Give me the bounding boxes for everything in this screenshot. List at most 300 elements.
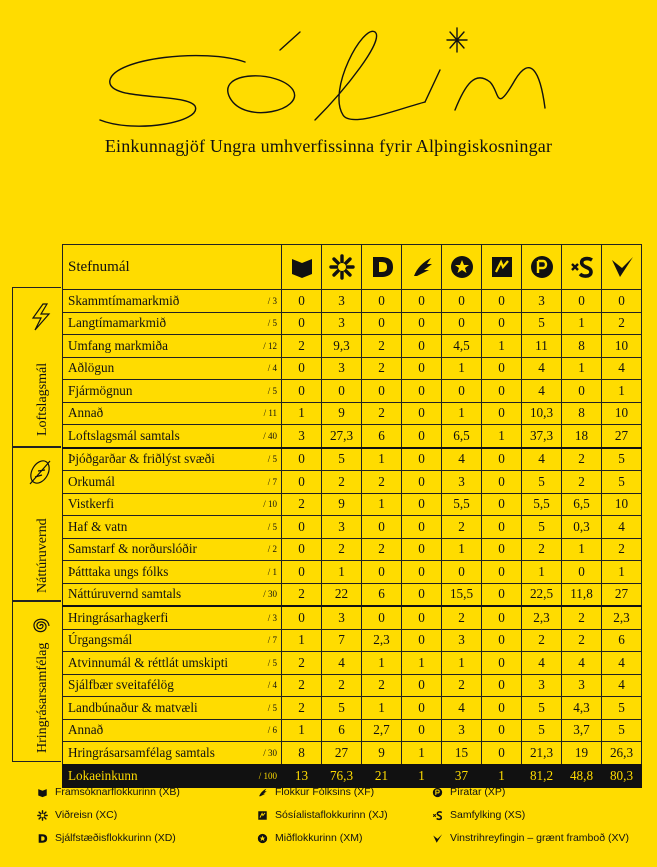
score-cell: 2 bbox=[282, 335, 322, 358]
topic-label: Samstarf & norðurslóðir bbox=[63, 538, 244, 561]
topic-label: Sjálfbær sveitafélög bbox=[63, 674, 244, 697]
party-column-header bbox=[362, 245, 402, 290]
max-score: / 5 bbox=[244, 448, 282, 471]
score-cell: 0 bbox=[282, 357, 322, 380]
score-cell: 3 bbox=[442, 629, 482, 652]
score-cell: 1 bbox=[522, 561, 562, 584]
legend-item bbox=[36, 809, 117, 821]
score-cell: 0 bbox=[442, 290, 482, 313]
category-label: Loftslagsmál bbox=[35, 362, 50, 436]
party-column-header bbox=[402, 245, 442, 290]
max-score: / 7 bbox=[244, 629, 282, 652]
section-total-row bbox=[63, 742, 642, 765]
score-cell: 0 bbox=[562, 561, 602, 584]
score-cell: 2 bbox=[562, 606, 602, 629]
framsokn-icon bbox=[289, 254, 315, 280]
score-cell: 0 bbox=[482, 493, 522, 516]
score-cell: 37 bbox=[442, 765, 482, 788]
vinstri-graen-icon bbox=[609, 254, 635, 280]
max-score: / 5 bbox=[244, 697, 282, 720]
score-cell: 6 bbox=[362, 583, 402, 606]
score-cell: 0 bbox=[402, 402, 442, 425]
vinstri-graen-icon bbox=[432, 833, 443, 844]
score-cell: 2 bbox=[282, 493, 322, 516]
score-cell: 5 bbox=[522, 516, 562, 539]
score-cell: 0 bbox=[602, 290, 642, 313]
score-cell: 22,5 bbox=[522, 583, 562, 606]
score-cell: 18 bbox=[562, 425, 602, 448]
score-cell: 2 bbox=[362, 335, 402, 358]
score-cell: 0 bbox=[402, 538, 442, 561]
score-cell: 3 bbox=[522, 674, 562, 697]
score-cell: 13 bbox=[282, 765, 322, 788]
score-cell: 0 bbox=[402, 448, 442, 471]
score-cell: 0 bbox=[282, 516, 322, 539]
score-cell: 0 bbox=[282, 448, 322, 471]
score-cell: 5 bbox=[602, 448, 642, 471]
category-label: Náttúruvernd bbox=[35, 518, 50, 593]
score-cell: 22 bbox=[322, 583, 362, 606]
score-cell: 0 bbox=[402, 357, 442, 380]
score-cell: 5 bbox=[322, 448, 362, 471]
score-cell: 5,5 bbox=[522, 493, 562, 516]
topic-label: Landbúnaður & matvæli bbox=[63, 697, 244, 720]
max-score: / 10 bbox=[244, 493, 282, 516]
category-hringrasarsamfelag bbox=[12, 600, 61, 762]
table-row bbox=[63, 538, 642, 561]
score-cell: 6 bbox=[362, 425, 402, 448]
party-column-header bbox=[322, 245, 362, 290]
score-cell: 0 bbox=[402, 629, 442, 652]
score-cell: 2 bbox=[362, 357, 402, 380]
score-cell: 2 bbox=[282, 583, 322, 606]
sosialista-icon bbox=[489, 254, 515, 280]
samfylking-icon bbox=[432, 810, 443, 821]
score-cell: 0 bbox=[322, 380, 362, 403]
score-cell: 2 bbox=[282, 697, 322, 720]
score-cell: 2,3 bbox=[522, 606, 562, 629]
score-cell: 48,8 bbox=[562, 765, 602, 788]
score-cell: 1 bbox=[562, 312, 602, 335]
score-cell: 0 bbox=[482, 380, 522, 403]
score-cell: 1 bbox=[402, 765, 442, 788]
score-cell: 1 bbox=[562, 538, 602, 561]
score-cell: 0 bbox=[482, 290, 522, 313]
score-cell: 3 bbox=[442, 471, 482, 494]
score-cell: 10 bbox=[602, 402, 642, 425]
score-cell: 81,2 bbox=[522, 765, 562, 788]
score-cell: 0 bbox=[282, 290, 322, 313]
score-cell: 0 bbox=[402, 290, 442, 313]
table-row bbox=[63, 312, 642, 335]
column-header-stefnumal: Stefnumál bbox=[63, 245, 282, 290]
score-cell: 0,3 bbox=[562, 516, 602, 539]
score-cell: 27 bbox=[322, 742, 362, 765]
legend-item bbox=[36, 786, 180, 798]
score-cell: 0 bbox=[482, 697, 522, 720]
score-cell: 3 bbox=[282, 425, 322, 448]
score-cell: 3,7 bbox=[562, 719, 602, 742]
score-cell: 37,3 bbox=[522, 425, 562, 448]
score-cell: 0 bbox=[402, 697, 442, 720]
max-score: / 3 bbox=[244, 606, 282, 629]
score-cell: 5 bbox=[522, 697, 562, 720]
party-column-header bbox=[562, 245, 602, 290]
score-cell: 2 bbox=[442, 606, 482, 629]
score-cell: 2 bbox=[282, 652, 322, 675]
max-score: / 4 bbox=[244, 674, 282, 697]
score-cell: 4 bbox=[442, 697, 482, 720]
score-cell: 0 bbox=[402, 674, 442, 697]
score-cell: 4 bbox=[322, 652, 362, 675]
score-cell: 9 bbox=[322, 493, 362, 516]
score-cell: 15 bbox=[442, 742, 482, 765]
score-cell: 0 bbox=[402, 380, 442, 403]
legend-label: Sjálfstæðisflokkurinn (XD) bbox=[55, 832, 176, 844]
score-cell: 4 bbox=[522, 448, 562, 471]
score-cell: 80,3 bbox=[602, 765, 642, 788]
score-cell: 0 bbox=[482, 606, 522, 629]
score-cell: 21,3 bbox=[522, 742, 562, 765]
score-cell: 27,3 bbox=[322, 425, 362, 448]
legend-item bbox=[431, 809, 525, 821]
sosialista-icon bbox=[257, 810, 268, 821]
score-cell: 4,3 bbox=[562, 697, 602, 720]
leaf-icon bbox=[25, 457, 55, 487]
score-cell: 0 bbox=[402, 312, 442, 335]
score-cell: 0 bbox=[362, 290, 402, 313]
table-row bbox=[63, 561, 642, 584]
score-cell: 5 bbox=[322, 697, 362, 720]
table-row bbox=[63, 719, 642, 742]
topic-label: Úrgangsmál bbox=[63, 629, 244, 652]
score-cell: 0 bbox=[282, 538, 322, 561]
topic-label: Langtímamarkmið bbox=[63, 312, 244, 335]
score-cell: 15,5 bbox=[442, 583, 482, 606]
score-cell: 0 bbox=[482, 516, 522, 539]
legend-item bbox=[431, 832, 629, 844]
table-row bbox=[63, 606, 642, 629]
topic-label: Hringrásarsamfélag samtals bbox=[63, 742, 244, 765]
score-cell: 4 bbox=[602, 357, 642, 380]
score-cell: 0 bbox=[362, 606, 402, 629]
topic-label: Aðlögun bbox=[63, 357, 244, 380]
score-cell: 2,3 bbox=[602, 606, 642, 629]
score-cell: 6 bbox=[602, 629, 642, 652]
legend-item bbox=[256, 786, 374, 798]
table-row bbox=[63, 516, 642, 539]
score-cell: 11 bbox=[522, 335, 562, 358]
solin-logo bbox=[95, 10, 565, 138]
score-cell: 1 bbox=[442, 538, 482, 561]
score-cell: 2 bbox=[562, 448, 602, 471]
score-cell: 4 bbox=[562, 652, 602, 675]
score-cell: 0 bbox=[282, 312, 322, 335]
legend-item bbox=[431, 786, 505, 798]
vidreisn-icon bbox=[37, 810, 48, 821]
score-cell: 0 bbox=[562, 380, 602, 403]
score-cell: 2 bbox=[602, 312, 642, 335]
score-cell: 0 bbox=[482, 742, 522, 765]
score-cell: 9 bbox=[362, 742, 402, 765]
score-cell: 4 bbox=[442, 448, 482, 471]
piratar-icon bbox=[529, 254, 555, 280]
lightning-icon bbox=[25, 302, 55, 332]
score-cell: 0 bbox=[482, 357, 522, 380]
score-cell: 6 bbox=[322, 719, 362, 742]
score-cell: 3 bbox=[442, 719, 482, 742]
score-cell: 0 bbox=[362, 516, 402, 539]
legend-label: Samfylking (XS) bbox=[450, 809, 526, 821]
score-cell: 5 bbox=[602, 697, 642, 720]
score-cell: 0 bbox=[482, 402, 522, 425]
max-score: / 5 bbox=[244, 380, 282, 403]
score-cell: 0 bbox=[402, 493, 442, 516]
sjalfstaedis-icon bbox=[37, 833, 48, 844]
legend-label: Sósíalistaflokkurinn (XJ) bbox=[275, 809, 388, 821]
score-cell: 5 bbox=[522, 312, 562, 335]
legend-label: Miðflokkurinn (XM) bbox=[275, 832, 363, 844]
topic-label: Orkumál bbox=[63, 471, 244, 494]
framsokn-icon bbox=[37, 787, 48, 798]
topic-label: Þjóðgarðar & friðlýst svæði bbox=[63, 448, 244, 471]
score-cell: 76,3 bbox=[322, 765, 362, 788]
score-cell: 11,8 bbox=[562, 583, 602, 606]
score-cell: 1 bbox=[402, 652, 442, 675]
table-row bbox=[63, 380, 642, 403]
score-cell: 8 bbox=[282, 742, 322, 765]
score-cell: 4 bbox=[522, 357, 562, 380]
party-column-header bbox=[442, 245, 482, 290]
score-cell: 10 bbox=[602, 493, 642, 516]
score-cell: 0 bbox=[482, 471, 522, 494]
max-score: / 2 bbox=[244, 538, 282, 561]
score-cell: 1 bbox=[362, 493, 402, 516]
score-cell: 0 bbox=[362, 312, 402, 335]
score-cell: 2 bbox=[322, 471, 362, 494]
score-cell: 0 bbox=[402, 425, 442, 448]
score-cell: 2 bbox=[362, 402, 402, 425]
score-cell: 0 bbox=[402, 606, 442, 629]
score-cell: 2 bbox=[282, 674, 322, 697]
score-cell: 2 bbox=[442, 516, 482, 539]
score-cell: 10 bbox=[602, 335, 642, 358]
score-cell: 27 bbox=[602, 583, 642, 606]
score-cell: 0 bbox=[362, 380, 402, 403]
score-cell: 26,3 bbox=[602, 742, 642, 765]
topic-label: Skammtímamarkmið bbox=[63, 290, 244, 313]
vidreisn-icon bbox=[329, 254, 355, 280]
score-cell: 19 bbox=[562, 742, 602, 765]
score-cell: 5 bbox=[602, 719, 642, 742]
table-row bbox=[63, 448, 642, 471]
topic-label: Fjármögnun bbox=[63, 380, 244, 403]
topic-label: Vistkerfi bbox=[63, 493, 244, 516]
score-cell: 0 bbox=[282, 471, 322, 494]
score-cell: 4 bbox=[602, 516, 642, 539]
score-cell: 1 bbox=[362, 697, 402, 720]
score-cell: 5 bbox=[522, 719, 562, 742]
score-cell: 0 bbox=[482, 674, 522, 697]
score-cell: 6,5 bbox=[442, 425, 482, 448]
max-score: / 40 bbox=[244, 425, 282, 448]
topic-label: Loftslagsmál samtals bbox=[63, 425, 244, 448]
score-cell: 2 bbox=[522, 629, 562, 652]
score-cell: 0 bbox=[282, 606, 322, 629]
score-cell: 4 bbox=[602, 674, 642, 697]
score-cell: 0 bbox=[442, 312, 482, 335]
score-cell: 0 bbox=[482, 312, 522, 335]
max-score: / 4 bbox=[244, 357, 282, 380]
max-score: / 7 bbox=[244, 471, 282, 494]
topic-label: Þátttaka ungs fólks bbox=[63, 561, 244, 584]
table-row bbox=[63, 357, 642, 380]
score-cell: 0 bbox=[402, 583, 442, 606]
score-cell: 10,3 bbox=[522, 402, 562, 425]
category-loftslagsmal bbox=[12, 287, 61, 448]
score-cell: 2 bbox=[362, 471, 402, 494]
score-cell: 1 bbox=[442, 652, 482, 675]
score-cell: 2 bbox=[562, 471, 602, 494]
score-cell: 1 bbox=[442, 402, 482, 425]
category-label: Hringrásarsamfélag bbox=[35, 642, 50, 753]
midflokkurinn-icon bbox=[257, 833, 268, 844]
score-cell: 2,7 bbox=[362, 719, 402, 742]
score-cell: 1 bbox=[442, 357, 482, 380]
max-score: / 100 bbox=[244, 765, 282, 788]
section-total-row bbox=[63, 583, 642, 606]
topic-label: Lokaeinkunn bbox=[63, 765, 244, 788]
score-cell: 1 bbox=[282, 629, 322, 652]
score-cell: 1 bbox=[282, 402, 322, 425]
table-row bbox=[63, 290, 642, 313]
score-cell: 3 bbox=[322, 516, 362, 539]
legend-label: Píratar (XP) bbox=[450, 786, 506, 798]
max-score: / 5 bbox=[244, 312, 282, 335]
score-cell: 1 bbox=[322, 561, 362, 584]
score-cell: 0 bbox=[362, 561, 402, 584]
score-cell: 9 bbox=[322, 402, 362, 425]
score-cell: 0 bbox=[402, 561, 442, 584]
score-cell: 1 bbox=[602, 380, 642, 403]
sjalfstaedis-icon bbox=[369, 254, 395, 280]
flokkur-folksins-icon bbox=[409, 254, 435, 280]
score-cell: 5 bbox=[522, 471, 562, 494]
samfylking-icon bbox=[569, 254, 595, 280]
score-cell: 3 bbox=[322, 290, 362, 313]
max-score: / 11 bbox=[244, 402, 282, 425]
flokkur-folksins-icon bbox=[257, 787, 268, 798]
legend-label: Framsóknarflokkurinn (XB) bbox=[55, 786, 180, 798]
score-table bbox=[62, 244, 642, 788]
topic-label: Hringrásarhagkerfi bbox=[63, 606, 244, 629]
max-score: / 5 bbox=[244, 516, 282, 539]
score-cell: 0 bbox=[482, 719, 522, 742]
category-natturuvernd bbox=[12, 446, 61, 602]
score-cell: 3 bbox=[322, 312, 362, 335]
score-cell: 0 bbox=[482, 561, 522, 584]
score-cell: 2,3 bbox=[362, 629, 402, 652]
piratar-icon bbox=[432, 787, 443, 798]
topic-label: Annað bbox=[63, 719, 244, 742]
table-row bbox=[63, 402, 642, 425]
topic-label: Haf & vatn bbox=[63, 516, 244, 539]
table-row bbox=[63, 697, 642, 720]
score-cell: 0 bbox=[402, 516, 442, 539]
score-cell: 4 bbox=[522, 652, 562, 675]
score-cell: 0 bbox=[482, 538, 522, 561]
score-cell: 8 bbox=[562, 402, 602, 425]
table-row bbox=[63, 493, 642, 516]
legend-item bbox=[256, 809, 388, 821]
midflokkurinn-icon bbox=[449, 254, 475, 280]
max-score: / 1 bbox=[244, 561, 282, 584]
spiral-icon bbox=[25, 611, 55, 641]
score-cell: 1 bbox=[362, 448, 402, 471]
score-cell: 6,5 bbox=[562, 493, 602, 516]
score-cell: 2 bbox=[362, 538, 402, 561]
score-cell: 4 bbox=[522, 380, 562, 403]
score-cell: 3 bbox=[322, 606, 362, 629]
score-cell: 0 bbox=[482, 629, 522, 652]
score-cell: 1 bbox=[562, 357, 602, 380]
score-cell: 2 bbox=[362, 674, 402, 697]
table-row bbox=[63, 471, 642, 494]
legend-item bbox=[36, 832, 176, 844]
score-cell: 0 bbox=[442, 380, 482, 403]
max-score: / 3 bbox=[244, 290, 282, 313]
final-score-row bbox=[63, 765, 642, 788]
score-cell: 5 bbox=[602, 471, 642, 494]
topic-label: Náttúruvernd samtals bbox=[63, 583, 244, 606]
score-cell: 2 bbox=[322, 538, 362, 561]
score-cell: 21 bbox=[362, 765, 402, 788]
score-cell: 0 bbox=[442, 561, 482, 584]
score-cell: 0 bbox=[482, 583, 522, 606]
max-score: / 30 bbox=[244, 742, 282, 765]
max-score: / 6 bbox=[244, 719, 282, 742]
max-score: / 12 bbox=[244, 335, 282, 358]
score-cell: 9,3 bbox=[322, 335, 362, 358]
score-cell: 27 bbox=[602, 425, 642, 448]
legend-item bbox=[256, 832, 363, 844]
score-cell: 1 bbox=[402, 742, 442, 765]
score-cell: 0 bbox=[282, 561, 322, 584]
score-table-wrapper bbox=[62, 244, 640, 788]
party-column-header bbox=[522, 245, 562, 290]
topic-label: Umfang markmiða bbox=[63, 335, 244, 358]
score-cell: 3 bbox=[562, 674, 602, 697]
max-score: / 5 bbox=[244, 652, 282, 675]
score-cell: 1 bbox=[482, 765, 522, 788]
score-cell: 2 bbox=[442, 674, 482, 697]
topic-label: Annað bbox=[63, 402, 244, 425]
score-cell: 0 bbox=[402, 335, 442, 358]
score-cell: 0 bbox=[562, 290, 602, 313]
table-header-row bbox=[63, 245, 642, 290]
party-column-header bbox=[602, 245, 642, 290]
score-cell: 1 bbox=[282, 719, 322, 742]
topic-label: Atvinnumál & réttlát umskipti bbox=[63, 652, 244, 675]
party-column-header bbox=[282, 245, 322, 290]
score-cell: 5,5 bbox=[442, 493, 482, 516]
score-cell: 8 bbox=[562, 335, 602, 358]
table-row bbox=[63, 629, 642, 652]
page-subtitle: Einkunnagjöf Ungra umhverfissinna fyrir Alþingiskosningar bbox=[104, 136, 553, 156]
score-cell: 4 bbox=[602, 652, 642, 675]
legend-label: Vinstrihreyfingin – grænt framboð (XV) bbox=[450, 832, 629, 844]
score-cell: 0 bbox=[402, 471, 442, 494]
